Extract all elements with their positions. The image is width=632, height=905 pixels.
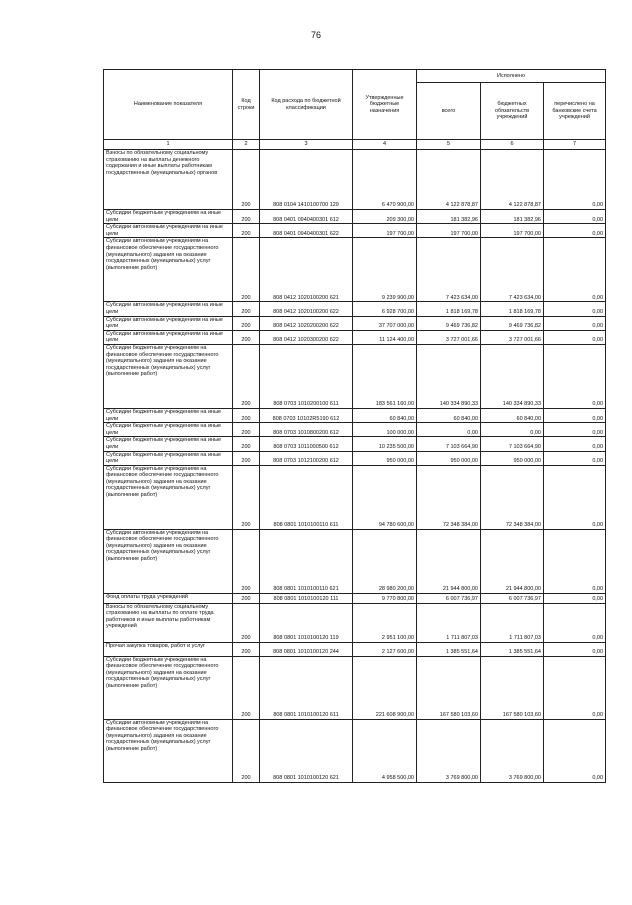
row-bank-transfer: 0,00 <box>544 603 606 642</box>
row-approved-amount: 6 928 700,00 <box>353 302 417 316</box>
table-row <box>104 408 606 422</box>
row-budget-institutions: 1 385 551,64 <box>481 642 544 656</box>
row-bank-transfer: 0,00 <box>544 451 606 465</box>
column-number: 5 <box>417 140 481 150</box>
row-approved-amount: 2 127 600,00 <box>353 642 417 656</box>
row-budget-code: 808 0703 1012100200 612 <box>260 451 353 465</box>
row-budget-institutions: 167 580 103,60 <box>481 656 544 719</box>
row-total-executed: 21 944 800,00 <box>417 529 481 593</box>
header-budget-code: Код расхода по бюджетной классификации <box>260 70 353 140</box>
row-bank-transfer: 0,00 <box>544 529 606 593</box>
table-row <box>104 719 606 782</box>
row-budget-code: 808 0703 1011000500 612 <box>260 437 353 451</box>
row-line-code: 200 <box>233 408 260 422</box>
row-approved-amount: 950 000,00 <box>353 451 417 465</box>
column-number-row <box>104 140 606 150</box>
row-approved-amount: 37 707 000,00 <box>353 316 417 330</box>
row-budget-code: 808 0412 1020100200 621 <box>260 238 353 302</box>
row-name: Субсидии автономным учреждениям на финансовое обеспечение государственного (муниципального) задания на оказание государственных (муниципальных) услуг (выполнение работ) <box>104 719 233 782</box>
row-approved-amount: 9 239 900,00 <box>353 238 417 302</box>
row-budget-institutions: 1 711 807,03 <box>481 603 544 642</box>
row-line-code: 200 <box>233 344 260 408</box>
row-budget-code: 808 0104 1410100700 129 <box>260 150 353 210</box>
table-row <box>104 316 606 330</box>
row-budget-institutions: 21 944 800,00 <box>481 529 544 593</box>
header-total: всего <box>417 83 481 140</box>
row-bank-transfer: 0,00 <box>544 150 606 210</box>
row-bank-transfer: 0,00 <box>544 238 606 302</box>
column-number: 7 <box>544 140 606 150</box>
row-bank-transfer: 0,00 <box>544 437 606 451</box>
row-name: Взносы по обязательному социальному страхованию на выплаты денежного содержания и иные выплаты работникам государственных (муниципальных) органов <box>104 150 233 210</box>
row-line-code: 200 <box>233 437 260 451</box>
row-approved-amount: 183 561 160,00 <box>353 344 417 408</box>
row-approved-amount: 209 300,00 <box>353 210 417 224</box>
table-row <box>104 150 606 210</box>
row-total-executed: 0,00 <box>417 423 481 437</box>
row-total-executed: 6 007 736,97 <box>417 593 481 603</box>
row-name: Субсидии бюджетным учреждениям на иные цели <box>104 423 233 437</box>
row-budget-institutions: 7 423 634,00 <box>481 238 544 302</box>
table-row <box>104 423 606 437</box>
page-number: 76 <box>310 30 321 40</box>
row-name: Субсидии автономным учреждениям на иные цели <box>104 224 233 238</box>
row-bank-transfer: 0,00 <box>544 224 606 238</box>
row-bank-transfer: 0,00 <box>544 642 606 656</box>
row-budget-code: 808 0703 1010200100 611 <box>260 344 353 408</box>
row-total-executed: 60 840,00 <box>417 408 481 422</box>
row-budget-code: 808 0703 10102R5190 612 <box>260 408 353 422</box>
header-line-code: Код строки <box>233 70 260 140</box>
row-bank-transfer: 0,00 <box>544 344 606 408</box>
row-line-code: 200 <box>233 150 260 210</box>
row-budget-code: 808 0801 1010100120 621 <box>260 719 353 782</box>
row-bank-transfer: 0,00 <box>544 465 606 529</box>
row-total-executed: 950 000,00 <box>417 451 481 465</box>
table-row <box>104 656 606 719</box>
row-budget-institutions: 9 469 736,82 <box>481 316 544 330</box>
row-budget-institutions: 3 769 800,00 <box>481 719 544 782</box>
row-approved-amount: 94 780 600,00 <box>353 465 417 529</box>
column-number: 3 <box>260 140 353 150</box>
column-number: 6 <box>481 140 544 150</box>
table-row <box>104 642 606 656</box>
row-line-code: 200 <box>233 642 260 656</box>
row-name: Субсидии автономным учреждениям на иные цели <box>104 316 233 330</box>
row-approved-amount: 28 980 200,00 <box>353 529 417 593</box>
table-row <box>104 593 606 603</box>
row-line-code: 200 <box>233 330 260 344</box>
row-total-executed: 3 769 800,00 <box>417 719 481 782</box>
row-name: Субсидии бюджетным учреждениям на иные цели <box>104 437 233 451</box>
row-approved-amount: 6 470 900,00 <box>353 150 417 210</box>
row-name: Субсидии бюджетным учреждениям на финансовое обеспечение государственного (муниципального) задания на оказание государственных (муниципальных) услуг (выполнение работ) <box>104 656 233 719</box>
row-bank-transfer: 0,00 <box>544 423 606 437</box>
column-number: 2 <box>233 140 260 150</box>
row-budget-code: 808 0801 1010100120 611 <box>260 656 353 719</box>
row-approved-amount: 4 958 500,00 <box>353 719 417 782</box>
row-budget-institutions: 0,00 <box>481 423 544 437</box>
row-total-executed: 140 334 890,33 <box>417 344 481 408</box>
row-line-code: 200 <box>233 316 260 330</box>
row-total-executed: 1 818 169,78 <box>417 302 481 316</box>
budget-execution-table <box>103 69 606 783</box>
row-bank-transfer: 0,00 <box>544 330 606 344</box>
row-total-executed: 4 122 878,87 <box>417 150 481 210</box>
row-name: Субсидии бюджетным учреждениям на иные цели <box>104 210 233 224</box>
row-budget-code: 808 0801 1010100110 621 <box>260 529 353 593</box>
row-line-code: 200 <box>233 603 260 642</box>
row-name: Взносы по обязательному социальному страхованию на выплаты по оплате труда работников и иные выплаты работникам учреждений <box>104 603 233 642</box>
row-budget-institutions: 140 334 890,33 <box>481 344 544 408</box>
row-name: Субсидии бюджетным учреждениям на финансовое обеспечение государственного (муниципального) задания на оказание государственных (муниципальных) услуг (выполнение работ) <box>104 465 233 529</box>
table-row <box>104 330 606 344</box>
row-name: Прочая закупка товаров, работ и услуг <box>104 642 233 656</box>
row-approved-amount: 2 951 100,00 <box>353 603 417 642</box>
row-budget-institutions: 6 007 736,97 <box>481 593 544 603</box>
row-total-executed: 167 580 103,60 <box>417 656 481 719</box>
header-bank-transfer: перечислено на банковские счета учреждений <box>544 83 606 140</box>
table-row <box>104 238 606 302</box>
table-row <box>104 437 606 451</box>
row-total-executed: 1 385 551,64 <box>417 642 481 656</box>
row-budget-code: 808 0703 1010800200 612 <box>260 423 353 437</box>
row-bank-transfer: 0,00 <box>544 593 606 603</box>
row-bank-transfer: 0,00 <box>544 656 606 719</box>
row-budget-institutions: 60 840,00 <box>481 408 544 422</box>
row-line-code: 200 <box>233 210 260 224</box>
row-name: Субсидии автономным учреждениям на иные цели <box>104 302 233 316</box>
header-name: Наименование показателя <box>104 70 233 140</box>
row-name: Фонд оплаты труда учреждений <box>104 593 233 603</box>
row-name: Субсидии бюджетным учреждениям на финансовое обеспечение государственного (муниципального) задания на оказание государственных (муниципальных) услуг (выполнение работ) <box>104 344 233 408</box>
row-total-executed: 72 348 384,00 <box>417 465 481 529</box>
row-budget-code: 808 0801 1010100120 244 <box>260 642 353 656</box>
row-name: Субсидии бюджетным учреждениям на иные цели <box>104 408 233 422</box>
table-row <box>104 210 606 224</box>
row-approved-amount: 60 840,00 <box>353 408 417 422</box>
row-line-code: 200 <box>233 593 260 603</box>
header-approved: Утвержденные бюджетные назначения <box>353 70 417 140</box>
row-budget-institutions: 4 122 878,87 <box>481 150 544 210</box>
row-approved-amount: 197 700,00 <box>353 224 417 238</box>
row-total-executed: 1 711 807,03 <box>417 603 481 642</box>
row-line-code: 200 <box>233 302 260 316</box>
row-total-executed: 7 423 634,00 <box>417 238 481 302</box>
row-budget-institutions: 72 348 384,00 <box>481 465 544 529</box>
column-number: 4 <box>353 140 417 150</box>
table-body <box>104 150 606 783</box>
row-total-executed: 181 382,96 <box>417 210 481 224</box>
table-row <box>104 603 606 642</box>
header-budget-institutions: бюджетных обязательств учреждений <box>481 83 544 140</box>
row-name: Субсидии автономным учреждениям на финансовое обеспечение государственного (муниципального) задания на оказание государственных (муниципальных) услуг (выполнение работ) <box>104 529 233 593</box>
row-total-executed: 3 727 001,66 <box>417 330 481 344</box>
row-budget-code: 808 0401 0940400301 622 <box>260 224 353 238</box>
header-executed: Исполнено <box>417 70 606 83</box>
row-budget-code: 808 0401 0940400301 612 <box>260 210 353 224</box>
table-row <box>104 302 606 316</box>
table-row <box>104 344 606 408</box>
row-line-code: 200 <box>233 238 260 302</box>
table-row <box>104 451 606 465</box>
row-budget-institutions: 1 818 169,78 <box>481 302 544 316</box>
row-budget-institutions: 950 000,00 <box>481 451 544 465</box>
row-name: Субсидии бюджетным учреждениям на иные цели <box>104 451 233 465</box>
row-total-executed: 9 469 736,82 <box>417 316 481 330</box>
row-budget-institutions: 7 103 664,90 <box>481 437 544 451</box>
row-budget-code: 808 0801 1010100110 611 <box>260 465 353 529</box>
row-budget-code: 808 0412 1020100200 622 <box>260 302 353 316</box>
row-approved-amount: 11 124 400,00 <box>353 330 417 344</box>
row-approved-amount: 100 000,00 <box>353 423 417 437</box>
row-name: Субсидии автономным учреждениям на иные цели <box>104 330 233 344</box>
row-budget-code: 808 0801 1010100120 119 <box>260 603 353 642</box>
row-line-code: 200 <box>233 465 260 529</box>
column-number: 1 <box>104 140 233 150</box>
row-approved-amount: 9 770 800,00 <box>353 593 417 603</box>
row-total-executed: 197 700,00 <box>417 224 481 238</box>
row-bank-transfer: 0,00 <box>544 302 606 316</box>
row-budget-code: 808 0412 1020300200 622 <box>260 330 353 344</box>
row-line-code: 200 <box>233 529 260 593</box>
table-row <box>104 465 606 529</box>
table-row <box>104 529 606 593</box>
row-budget-code: 808 0801 1010100120 111 <box>260 593 353 603</box>
row-budget-code: 808 0412 1020200200 622 <box>260 316 353 330</box>
row-approved-amount: 221 608 900,00 <box>353 656 417 719</box>
row-bank-transfer: 0,00 <box>544 316 606 330</box>
row-line-code: 200 <box>233 451 260 465</box>
row-name: Субсидии автономным учреждениям на финансовое обеспечение государственного (муниципального) задания на оказание государственных (муниципальных) услуг (выполнение работ) <box>104 238 233 302</box>
row-total-executed: 7 103 664,90 <box>417 437 481 451</box>
row-bank-transfer: 0,00 <box>544 210 606 224</box>
table-row <box>104 224 606 238</box>
row-line-code: 200 <box>233 423 260 437</box>
row-bank-transfer: 0,00 <box>544 719 606 782</box>
row-line-code: 200 <box>233 656 260 719</box>
row-approved-amount: 10 235 500,00 <box>353 437 417 451</box>
row-line-code: 200 <box>233 224 260 238</box>
row-budget-institutions: 181 382,96 <box>481 210 544 224</box>
row-bank-transfer: 0,00 <box>544 408 606 422</box>
row-line-code: 200 <box>233 719 260 782</box>
row-budget-institutions: 3 727 001,66 <box>481 330 544 344</box>
row-budget-institutions: 197 700,00 <box>481 224 544 238</box>
